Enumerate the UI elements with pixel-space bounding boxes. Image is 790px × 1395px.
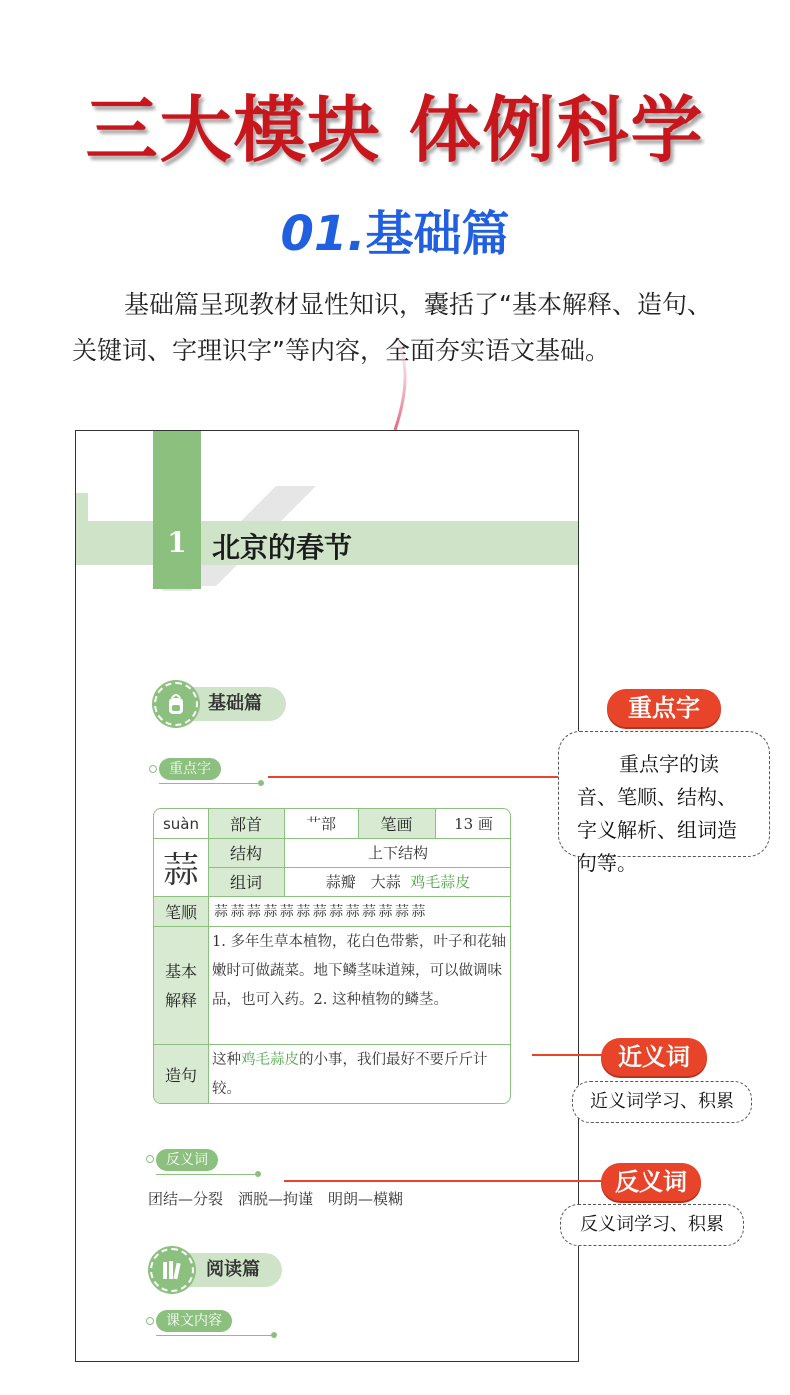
- grid-line: [208, 867, 511, 868]
- grid-line: [358, 809, 359, 838]
- annotation-note-synonym: [572, 1081, 752, 1123]
- section-number: 01.: [280, 206, 366, 262]
- basic-section-label: 基础篇: [208, 693, 262, 714]
- annotation-badge-synonym: 近义词: [601, 1038, 707, 1076]
- radical-value: 艹部: [305, 815, 336, 833]
- annotation-note-synonym-text: 近义词学习、积累: [590, 1091, 734, 1112]
- structure-value: 上下结构: [367, 844, 428, 862]
- words-highlight: 鸡毛蒜皮: [410, 873, 471, 891]
- key-char-tag: 重点字: [159, 758, 221, 780]
- backpack-icon: [154, 682, 198, 726]
- tag-underline: [156, 1174, 256, 1175]
- words-label: 组词: [208, 867, 284, 896]
- annotation-note-key-char-text: 重点字的读音、笔顺、结构、字义解析、组词造句等。: [577, 752, 737, 875]
- tag-underline: [156, 1335, 272, 1336]
- sentence-text: [212, 1046, 510, 1104]
- pointer-line: [532, 1054, 602, 1056]
- grid-line: [208, 809, 209, 1104]
- definition-text: 1. 多年生草本植物，花白色带紫，叶子和花轴嫩时可做蔬菜。地下鳞茎味道辣，可以做调味品，也可入药。2. 这种植物的鳞茎。: [212, 934, 506, 1008]
- tag-dot: [258, 780, 264, 786]
- grid-line: [208, 838, 511, 839]
- pointer-line: [284, 1180, 602, 1182]
- words-value: [284, 867, 511, 896]
- intro-paragraph: 基础篇呈现教材显性知识，囊括了“基本解释、造句、关键词、字理识字”等内容，全面夯实语文基础。: [72, 290, 712, 365]
- radical-label: 部首: [208, 809, 284, 838]
- tag-dot: [271, 1332, 277, 1338]
- stroke-order-value: 蒜 蒜 蒜 蒜 蒜 蒜 蒜 蒜 蒜 蒜 蒜 蒜 蒜: [214, 904, 425, 920]
- text-content-tag: 课文内容: [156, 1310, 232, 1332]
- reading-section-label: 阅读篇: [206, 1259, 260, 1280]
- sentence-highlight: 鸡毛蒜皮: [241, 1052, 299, 1068]
- annotation-note-antonym: [560, 1204, 744, 1246]
- stroke-order-label: 笔顺: [154, 896, 208, 926]
- tag-dot: [255, 1171, 261, 1177]
- tag-ring: [146, 1155, 154, 1163]
- grid-line: [435, 809, 436, 838]
- character-table: [153, 808, 511, 1104]
- annotation-badge-antonym: 反义词: [601, 1163, 701, 1201]
- sentence-pre: 这种: [212, 1052, 241, 1068]
- annotation-note-key-char: [558, 731, 770, 875]
- sentence-post: 的小事，我们最好不要斤斤计较。: [212, 1052, 488, 1097]
- words-plain: 蒜瓣 大蒜: [325, 873, 401, 891]
- books-icon: [150, 1248, 194, 1292]
- antonym-list: 团结—分裂 洒脱—拘谨 明朗—模糊: [148, 1190, 404, 1208]
- definition-label: [154, 926, 208, 1044]
- section-name: 基础篇: [365, 206, 510, 262]
- chapter-number-bar: [153, 431, 201, 589]
- antonym-tag: 反义词: [156, 1149, 218, 1171]
- pinyin: suàn: [162, 814, 200, 833]
- strokes-label: 笔画: [358, 809, 435, 838]
- key-character: 蒜: [162, 849, 199, 891]
- structure-label: 结构: [208, 838, 284, 867]
- strokes-value: 13 画: [454, 815, 493, 833]
- grid-line: [284, 809, 285, 896]
- main-title: 三大模块 体例科学: [85, 88, 705, 172]
- chapter-title: 北京的春节: [212, 531, 353, 564]
- tag-underline: [159, 783, 259, 784]
- book-page: [75, 430, 579, 1362]
- definition-label-1: 基本: [164, 962, 197, 981]
- section-title: [0, 195, 790, 264]
- annotation-badge-key-char: 重点字: [607, 689, 721, 727]
- sentence-label: 造句: [154, 1044, 208, 1104]
- pointer-line: [268, 776, 558, 778]
- chapter-number: 1: [167, 526, 187, 559]
- tag-ring: [149, 765, 157, 773]
- grid-line: [154, 838, 208, 839]
- annotation-note-antonym-text: 反义词学习、积累: [580, 1214, 724, 1235]
- definition-label-2: 解释: [164, 991, 197, 1010]
- tag-ring: [146, 1317, 154, 1325]
